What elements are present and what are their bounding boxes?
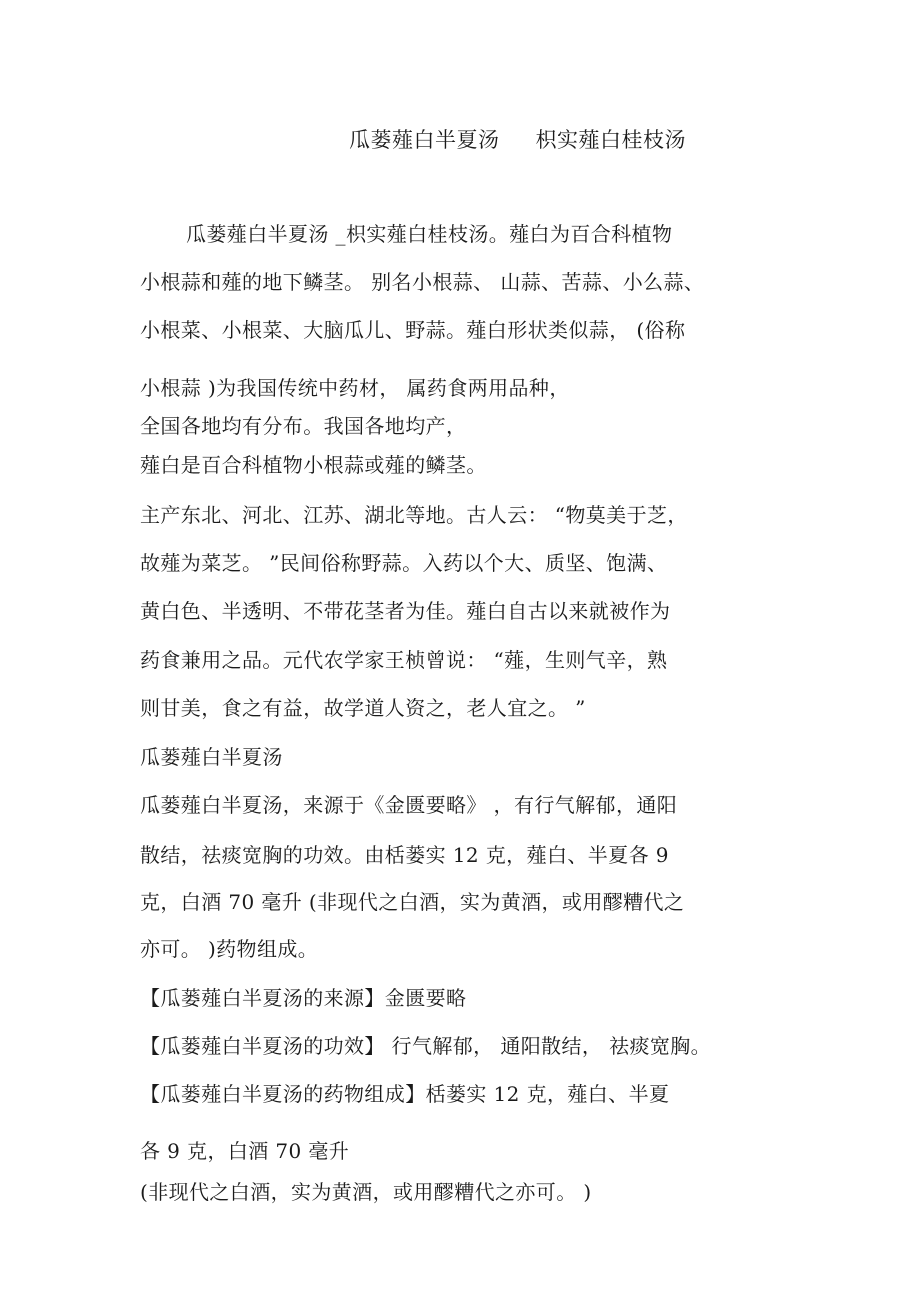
paragraph-line: 则甘美，食之有益，故学道人资之，老人宜之。 ” [140,696,586,720]
paragraph-line: 克，白酒 70 毫升 (非现代之白酒，实为黄酒，或用醪糟代之 [140,890,685,914]
section-heading: 瓜蒌薤白半夏汤 [140,745,283,769]
paragraph-line: 薤白是百合科植物小根蒜或薤的鳞茎。 [140,453,487,477]
paragraph-line: 小根蒜 )为我国传统中药材， 属药食两用品种， [140,376,570,400]
paragraph-line: 【瓜蒌薤白半夏汤的功效】 行气解郁， 通阳散结， 祛痰宽胸。 [140,1034,712,1058]
paragraph-line: (非现代之白酒，实为黄酒，或用醪糟代之亦可。 ) [140,1180,592,1204]
paragraph-line: 黄白色、半透明、不带花茎者为佳。薤白自古以来就被作为 [140,599,671,623]
paragraph-line: 【瓜蒌薤白半夏汤的药物组成】栝蒌实 12 克，薤白、半夏 [140,1082,670,1106]
title-part-2: 枳实薤白桂枝汤 [535,128,686,152]
paragraph-line: 全国各地均有分布。我国各地均产， [140,414,467,438]
paragraph-line: 瓜蒌薤白半夏汤，来源于《金匮要略》 ，有行气解郁，通阳 [140,793,678,817]
paragraph-line: 瓜蒌薤白半夏汤 _枳实薤白桂枝汤。薤白为百合科植物 [186,222,673,246]
paragraph-line: 药食兼用之品。元代农学家王桢曾说： “薤，生则气辛，熟 [140,648,668,672]
paragraph-line: 主产东北、河北、江苏、湖北等地。古人云： “物莫美于芝， [140,503,688,527]
paragraph-line: 【瓜蒌薤白半夏汤的来源】金匮要略 [140,986,467,1010]
paragraph-line: 小根蒜和薤的地下鳞茎。 别名小根蒜、 山蒜、苦蒜、小么蒜、 [140,270,705,294]
paragraph-line: 各 9 克，白酒 70 毫升 [140,1139,350,1163]
paragraph-line: 散结，祛痰宽胸的功效。由栝蒌实 12 克，薤白、半夏各 9 [140,843,669,867]
paragraph-line: 小根菜、小根菜、大脑瓜儿、野蒜。薤白形状类似蒜， (俗称 [140,318,686,342]
page-title [349,124,686,154]
paragraph-line: 故薤为菜芝。 ”民间俗称野蒜。入药以个大、质坚、饱满、 [140,551,668,575]
title-part-1: 瓜蒌薤白半夏汤 [349,128,500,152]
paragraph-line: 亦可。 )药物组成。 [140,937,319,961]
